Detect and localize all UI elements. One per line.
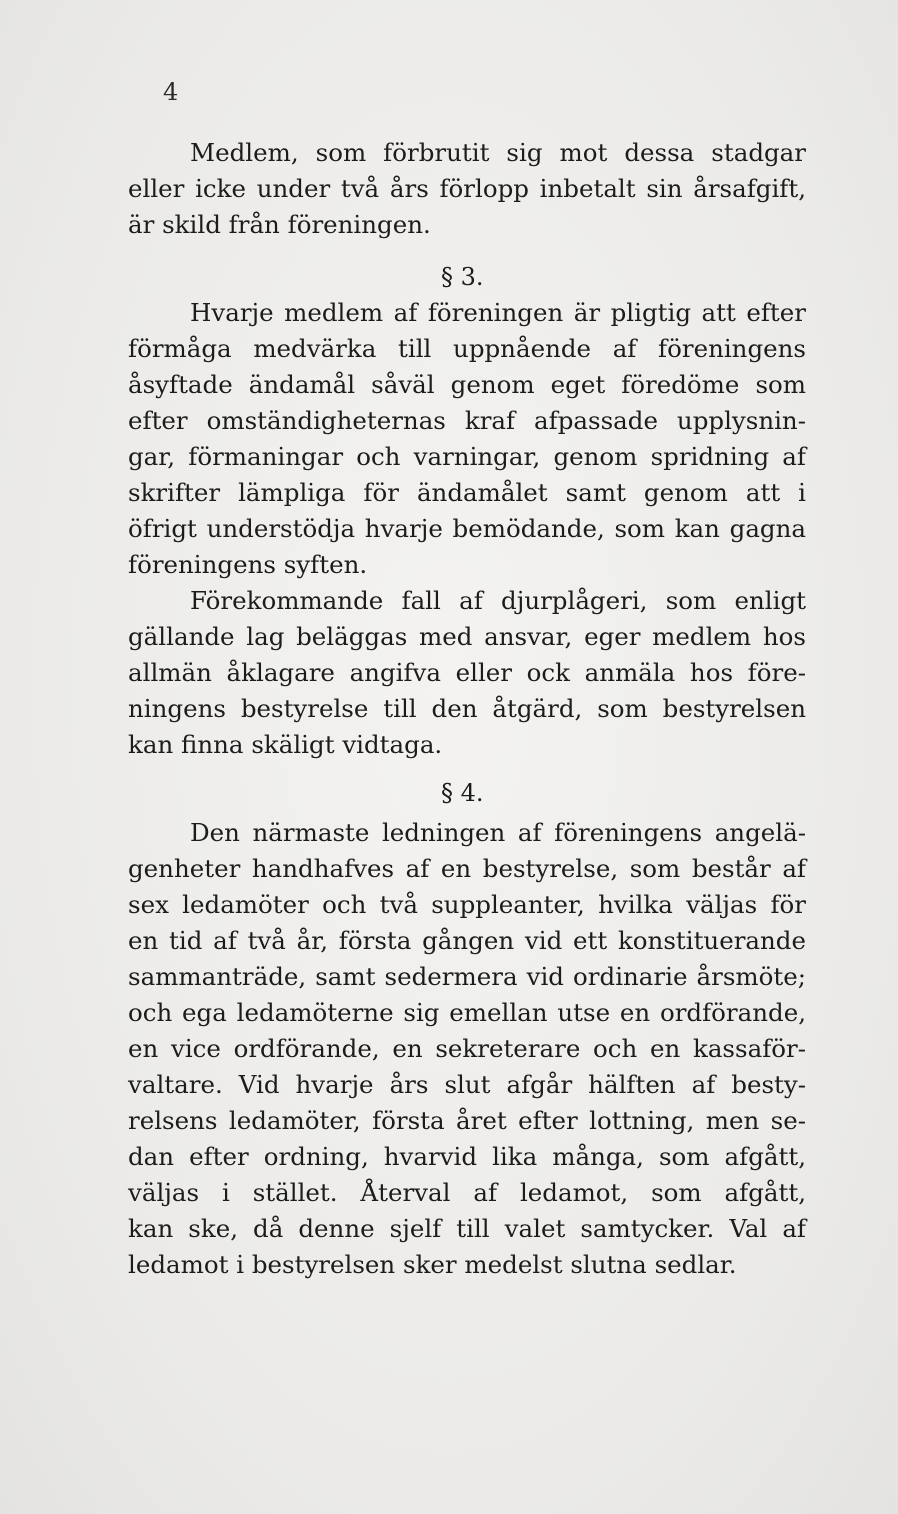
section-heading-3: § 3. bbox=[441, 263, 484, 291]
text-line: efter omständigheternas kraf afpassade upplysnin- bbox=[128, 406, 806, 435]
text-line: Hvarje medlem af föreningen är pligtig att efter bbox=[190, 298, 806, 327]
text-line: väljas i stället. Återval af ledamot, som afgått, bbox=[128, 1178, 806, 1207]
text-line: kan finna skäligt vidtaga. bbox=[128, 730, 443, 759]
text-line: valtare. Vid hvarje års slut afgår hälften af besty- bbox=[128, 1070, 806, 1099]
text-line: föreningens syften. bbox=[128, 550, 368, 579]
text-line: Förekommande fall af djurplågeri, som enligt bbox=[190, 586, 806, 615]
text-line: gällande lag beläggas med ansvar, eger medlem hos bbox=[128, 622, 806, 651]
paragraph-membership-expulsion bbox=[128, 135, 806, 243]
text-line: ledamot i bestyrelsen sker medelst slutna sedlar. bbox=[128, 1250, 737, 1279]
text-line: Medlem, som förbrutit sig mot dessa stadgar bbox=[190, 138, 806, 167]
text-line: sex ledamöter och två suppleanter, hvilka väljas för bbox=[128, 890, 806, 919]
section-4-body bbox=[128, 815, 806, 1283]
text-line: dan efter ordning, hvarvid lika många, som afgått, bbox=[128, 1142, 806, 1171]
text-line: en tid af två år, första gången vid ett konstituerande bbox=[128, 926, 806, 955]
text-line: sammanträde, samt sedermera vid ordinarie årsmöte; bbox=[128, 962, 806, 991]
text-line: är skild från föreningen. bbox=[128, 210, 431, 239]
text-line: Den närmaste ledningen af föreningens angelä- bbox=[190, 818, 806, 847]
text-line: allmän åklagare angifva eller ock anmäla hos före- bbox=[128, 658, 806, 687]
page-number: 4 bbox=[163, 78, 179, 106]
text-line: eller icke under två års förlopp inbetalt sin årsafgift, bbox=[128, 174, 806, 203]
text-line: och ega ledamöterne sig emellan utse en ordförande, bbox=[128, 998, 806, 1027]
text-line: en vice ordförande, en sekreterare och en kassaför- bbox=[128, 1034, 806, 1063]
text-line: skrifter lämpliga för ändamålet samt genom att i bbox=[128, 478, 806, 507]
text-line: relsens ledamöter, första året efter lottning, men se- bbox=[128, 1106, 806, 1135]
section-heading-4: § 4. bbox=[441, 779, 484, 807]
text-line: genheter handhafves af en bestyrelse, som består af bbox=[128, 854, 806, 883]
section-3-body bbox=[128, 295, 806, 763]
text-line: åsyftade ändamål såväl genom eget föredöme som bbox=[128, 370, 806, 399]
text-line: förmåga medvärka till uppnående af föreningens bbox=[128, 334, 806, 363]
text-line: kan ske, då denne sjelf till valet samtycker. Val af bbox=[128, 1214, 806, 1243]
text-line: ningens bestyrelse till den åtgärd, som bestyrelsen bbox=[128, 694, 806, 723]
text-line: öfrigt understödja hvarje bemödande, som kan gagna bbox=[128, 514, 806, 543]
text-line: gar, förmaningar och varningar, genom spridning af bbox=[128, 442, 806, 471]
